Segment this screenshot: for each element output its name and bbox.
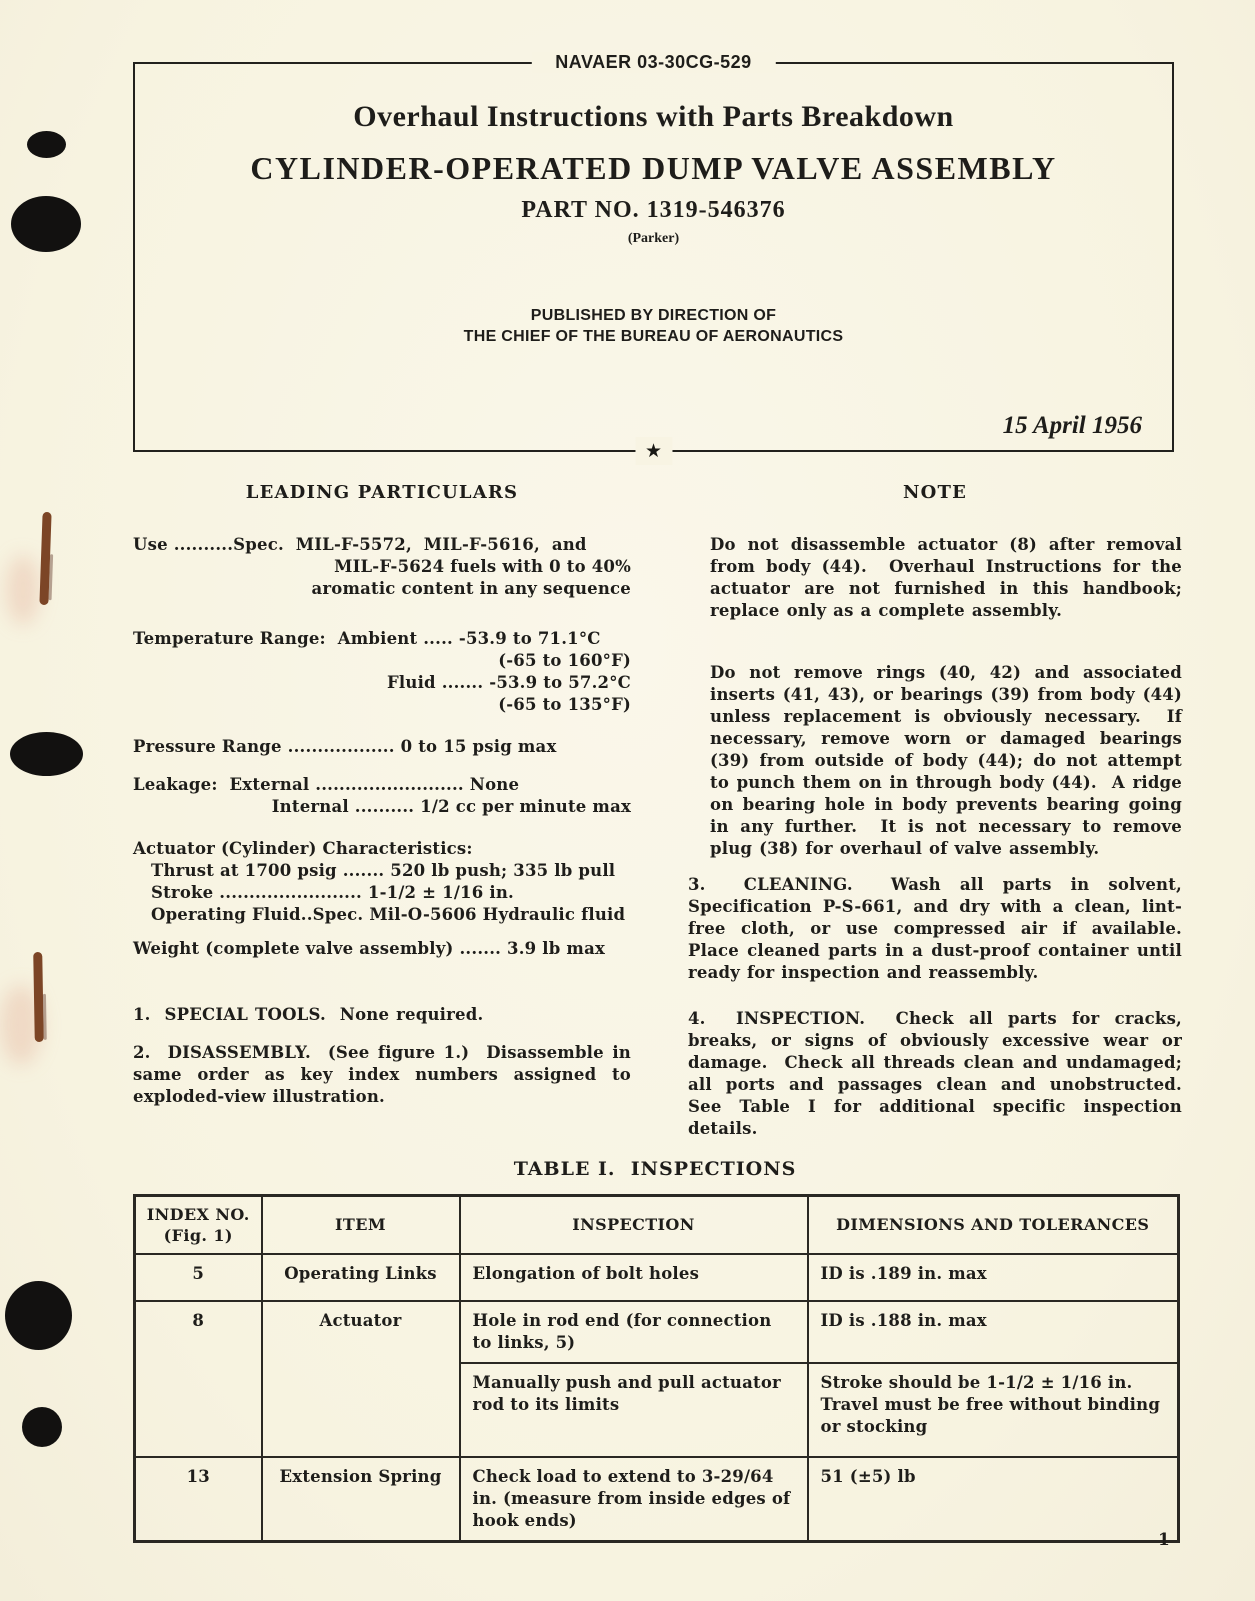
hole-punch-mark-5 [22,1407,62,1447]
document-title: CYLINDER-OPERATED DUMP VALVE ASSEMBLY [250,150,1057,186]
col-header-index-line-1: INDEX NO. [146,1204,250,1224]
temp-range-line-3: Fluid ....... -53.9 to 57.2°C [386,673,631,692]
col-header-dimensions: DIMENSIONS AND TOLERANCES [808,1196,1179,1254]
cell-index-8: 8 [135,1301,262,1457]
cell-inspection: Check load to extend to 3-29/64 in. (measure from inside edges of hook ends) [460,1457,808,1542]
temp-range-line-2: (-65 to 160°F) [498,651,631,670]
cell-dimensions: Stroke should be 1-1/2 ± 1/16 in. Travel must be free without binding or stocking [808,1363,1179,1457]
leakage-line-2: Internal .......... 1/2 cc per minute max [271,797,631,816]
use-line-1: Use ..........Spec. MIL-F-5572, MIL-F-5616, and [133,535,587,554]
actuator-char-line-2: Thrust at 1700 psig ....... 520 lb push; 335 lb pull [151,861,616,880]
actuator-char-line-1: Actuator (Cylinder) Characteristics: [133,839,473,858]
section-4-inspection: 4. INSPECTION. Check all parts for cracks, breaks, or signs of obviously excessive wear or damage. Check all threads clean and undamaged; all ports and passages clean and unobstructed. See Table I for additional specific inspection details. [688,1009,1196,1138]
staple-mark-2 [33,952,44,1042]
hole-punch-mark-1 [27,131,66,158]
hole-punch-mark-4 [5,1281,72,1350]
doc-number: NAVAER 03-30CG-529 [531,52,775,73]
inspections-table [133,1194,1180,1543]
cell-dimensions: 51 (±5) lb [808,1457,1179,1542]
actuator-char-line-4: Operating Fluid..Spec. Mil-O-5606 Hydraulic fluid [151,905,626,924]
leading-particulars-heading: LEADING PARTICULARS [245,482,519,503]
section-2-disassembly: 2. DISASSEMBLY. (See figure 1.) Disassemble in same order as key index numbers assigned to exploded-view illustration. [133,1043,638,1106]
hole-punch-mark-3 [10,732,83,776]
hole-punch-mark-2 [11,196,81,252]
table-row [135,1254,1179,1301]
published-line-1: PUBLISHED BY DIRECTION OF [530,307,777,324]
cell-item-actuator: Actuator [262,1301,460,1457]
col-header-inspection: INSPECTION [460,1196,808,1254]
staple-mark-1 [39,512,51,605]
cell-item-extension-spring: Extension Spring [262,1457,460,1542]
temp-range-line-1: Temperature Range: Ambient ..... -53.9 to 71.1°C [133,629,601,648]
note-column [688,482,1196,1140]
table-row [135,1457,1179,1542]
leading-particulars-column [133,482,638,1108]
published-by [135,305,1172,347]
note-paragraph-2: Do not remove rings (40, 42) and associated inserts (41, 43), or bearings (39) from body (44) unless replacement is obviously necessary. If necessary, remove worn or damaged bearings (39) from outside of body (44); do not attempt to punch them on in through body (44). A ridge on bearing hole in body prevents bearing going in any further. It is not necessary to remove plug (38) for overhaul of valve assembly. [710,663,1189,858]
leakage-line-1: Leakage: External ......................... None [133,775,520,794]
col-header-item: ITEM [262,1196,460,1254]
temp-range-line-4: (-65 to 135°F) [498,695,631,714]
page-number: 1 [1158,1530,1170,1550]
ink-smudge-1 [6,555,40,625]
pressure-range-line: Pressure Range .................. 0 to 15 psig max [133,737,557,756]
star-icon: ★ [635,437,672,465]
published-line-2: THE CHIEF OF THE BUREAU OF AERONAUTICS [463,328,844,345]
note-heading: NOTE [902,482,968,503]
weight-line: Weight (complete valve assembly) ....... 3.9 lb max [133,939,606,958]
manufacturer: (Parker) [627,231,680,246]
cell-inspection: Hole in rod end (for connection to links, 5) [460,1301,808,1363]
table-row [135,1301,1179,1363]
use-line-2: MIL-F-5624 fuels with 0 to 40% [334,557,631,576]
table-header-row [135,1196,1179,1254]
document-subtitle: Overhaul Instructions with Parts Breakdown [353,100,954,133]
cell-dimensions: ID is .188 in. max [808,1301,1179,1363]
section-1-special-tools: 1. SPECIAL TOOLS. None required. [133,1005,484,1024]
cell-item-operating-links: Operating Links [262,1254,460,1301]
title-box [133,52,1174,462]
section-3-cleaning: 3. CLEANING. Wash all parts in solvent, Specification P-S-661, and dry with a clean, lint-free cloth, or use compressed air if available. Place cleaned parts in a dust-proof container until ready for inspection and reassembly. [688,875,1196,982]
cell-dimensions: ID is .189 in. max [808,1254,1179,1301]
col-header-index [135,1196,262,1254]
table-title: TABLE I. INSPECTIONS [513,1158,797,1180]
cell-index-5: 5 [135,1254,262,1301]
use-line-3: aromatic content in any sequence [311,579,631,598]
cell-index-13: 13 [135,1457,262,1542]
part-number: PART NO. 1319-546376 [521,197,786,223]
publication-date: 15 April 1956 [1002,412,1142,439]
actuator-char-line-3: Stroke ........................ 1-1/2 ± 1/16 in. [151,883,514,902]
col-header-index-line-2: (Fig. 1) [163,1225,233,1245]
cell-inspection: Manually push and pull actuator rod to its limits [460,1363,808,1457]
note-paragraph-1: Do not disassemble actuator (8) after removal from body (44). Overhaul Instructions for the actuator are not furnished in this handbook; replace only as a complete assembly. [710,535,1189,620]
cell-inspection: Elongation of bolt holes [460,1254,808,1301]
